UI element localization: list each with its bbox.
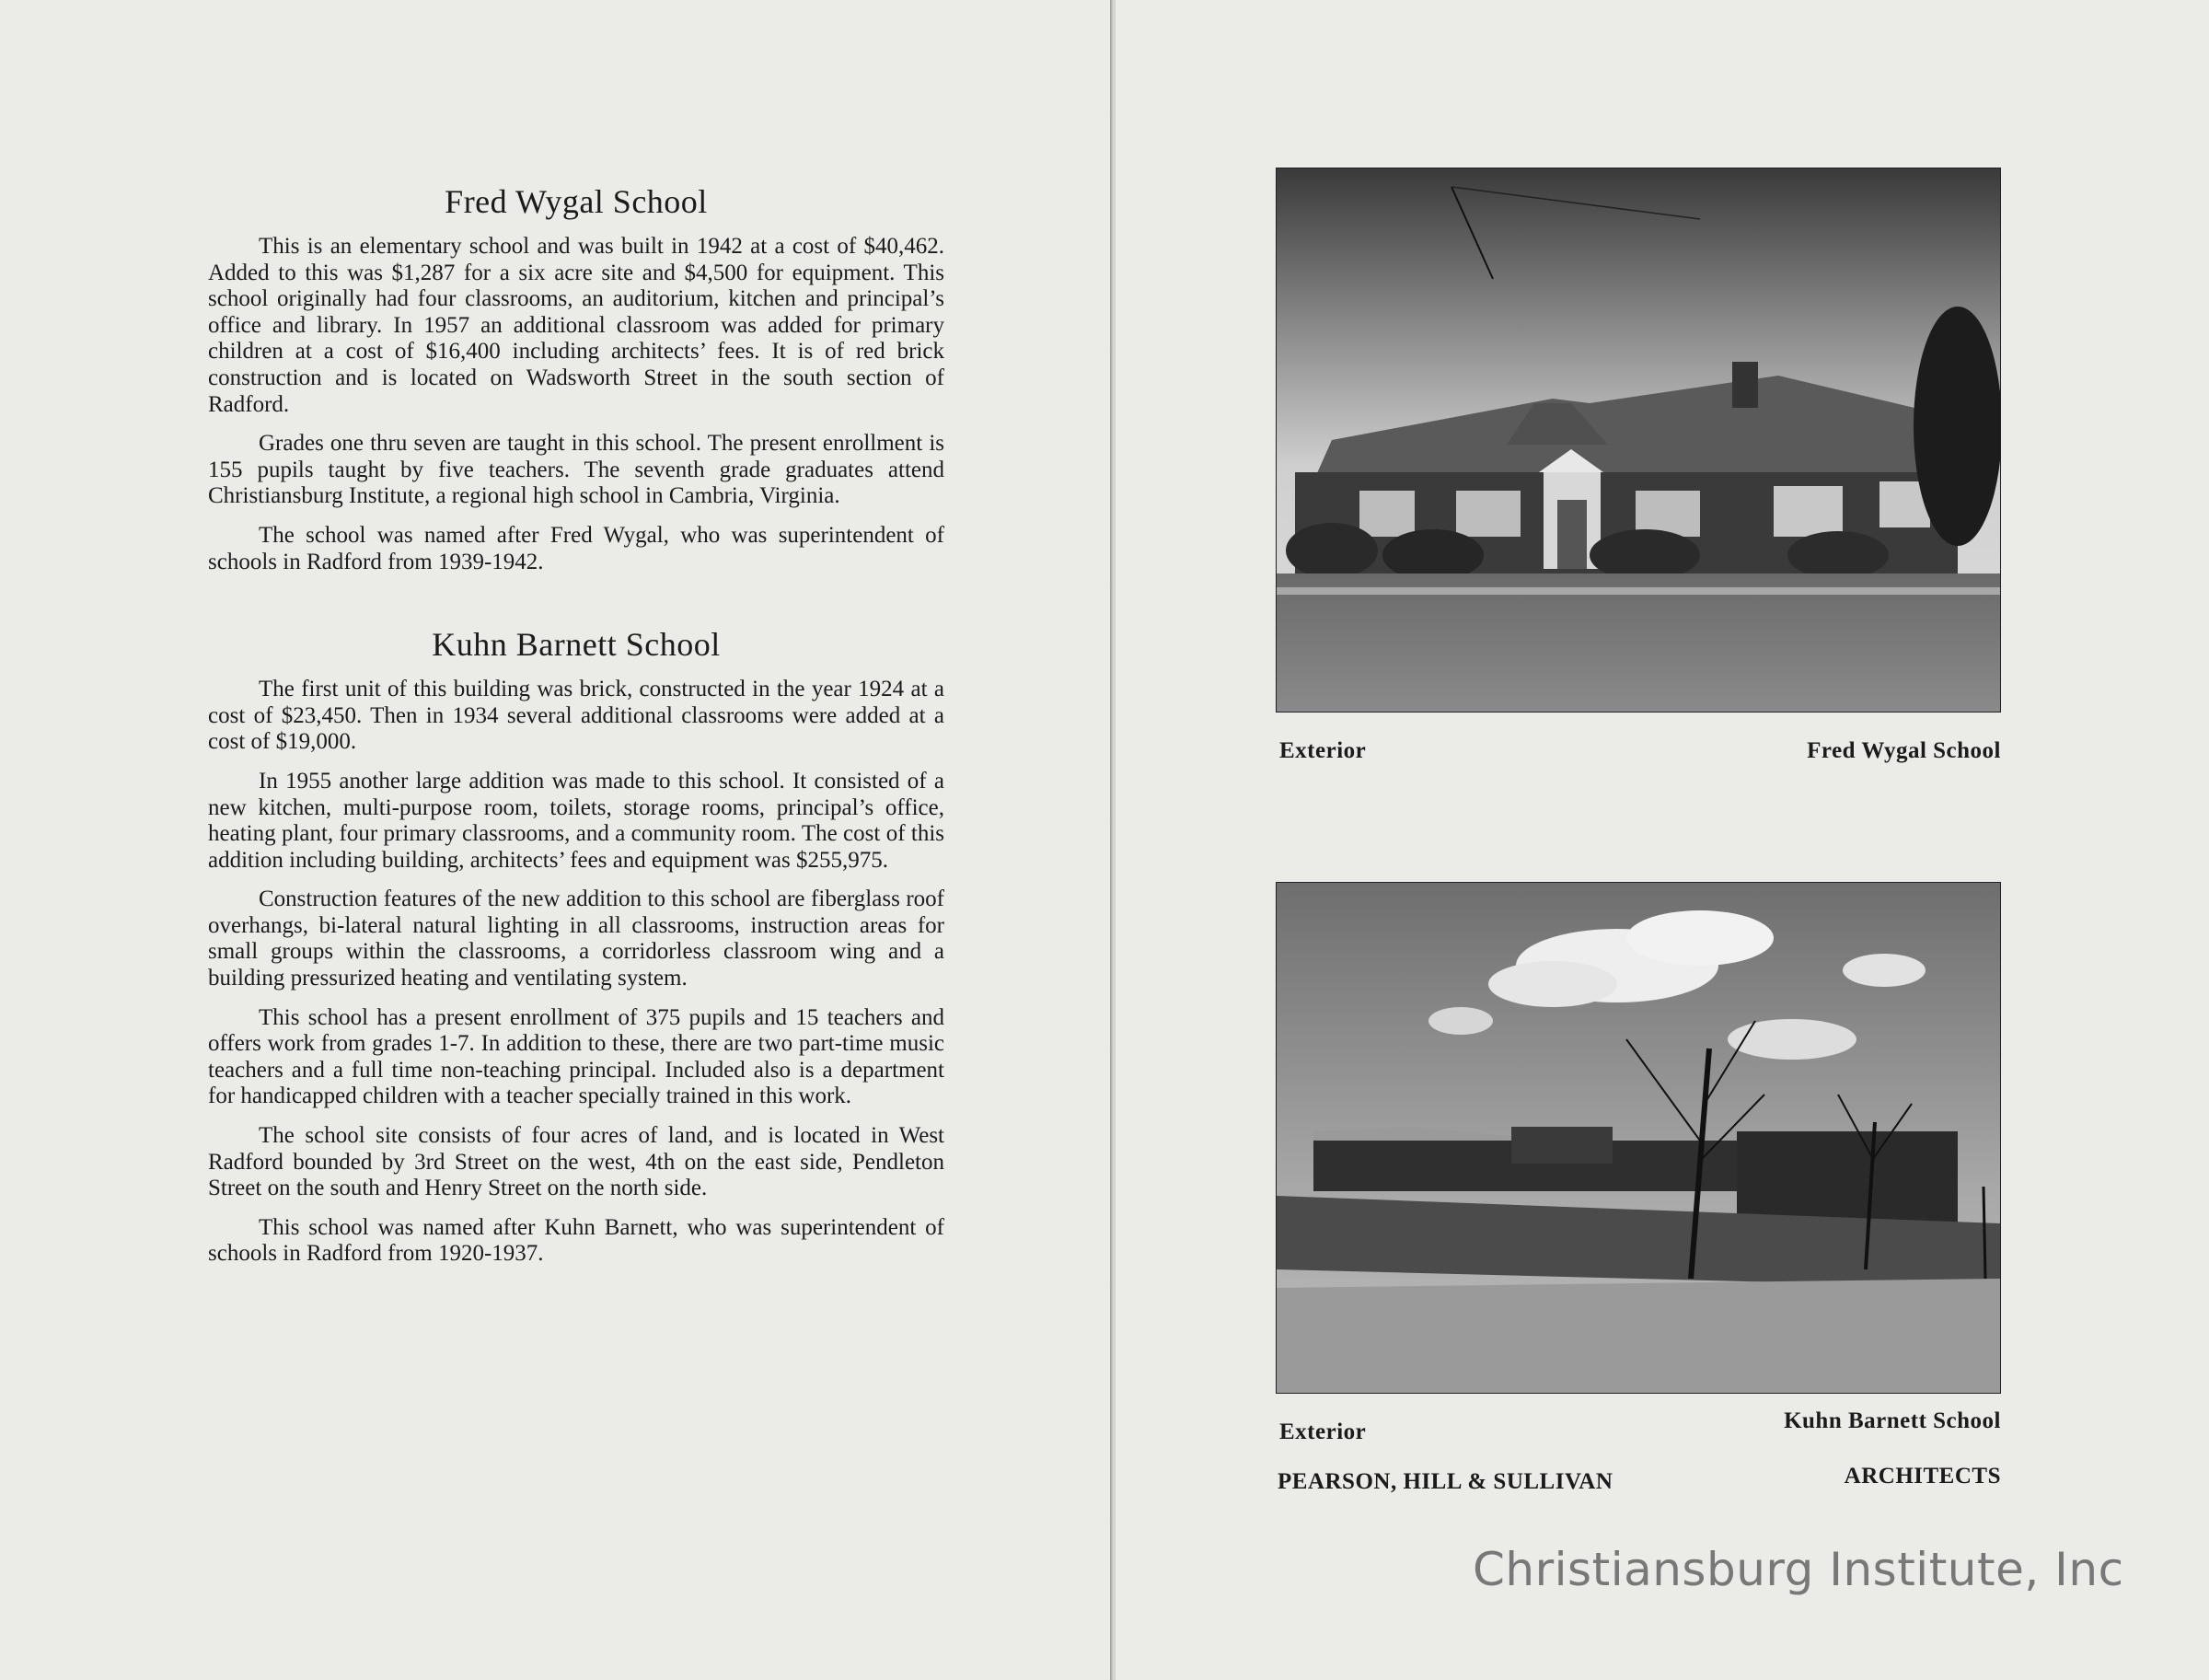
architect-credit: PEARSON, HILL & SULLIVAN [1278, 1469, 1613, 1494]
section-title-kuhn-barnett: Kuhn Barnett School [432, 626, 721, 664]
photo1-caption-right: Fred Wygal School [1807, 738, 2001, 763]
architect-label: ARCHITECTS [1844, 1464, 2001, 1489]
photo-fred-wygal-school [1276, 168, 2001, 713]
paragraph: This school has a present enrollment of 375 pupils and 15 teachers and offers work from grades 1-7. In addition to these, there are two part-time music teachers and a full time non-teaching principal. Included also is a department for handicapped children with a teacher specially trained in this work. [208, 1004, 944, 1109]
text-column [208, 182, 944, 1280]
paragraph: Grades one thru seven are taught in this school. The present enrollment is 155 pupils taught by five teachers. The seventh grade graduates attend Christiansburg Institute, a regional high school in Cambria, Virginia. [208, 431, 944, 509]
paragraph: This school was named after Kuhn Barnett, who was superintendent of schools in Radford from 1920-1937. [208, 1214, 944, 1267]
photo2-caption-left: Exterior [1279, 1419, 1367, 1444]
section-title-fred-wygal: Fred Wygal School [445, 183, 708, 220]
photo1-caption-left: Exterior [1279, 738, 1367, 763]
watermark: Christiansburg Institute, Inc [1473, 1543, 2124, 1596]
paragraph: Construction features of the new addition to this school are fiberglass roof overhangs, bi-lateral natural lighting in all classrooms, instruction areas for small groups within the classrooms, a corridorless classroom wing and a building pressurized heating and ventilating system. [208, 886, 944, 991]
paragraph: The school was named after Fred Wygal, who was superintendent of schools in Radford from 1939-1942. [208, 522, 944, 574]
paragraph: This is an elementary school and was built in 1942 at a cost of $40,462. Added to this was $1,287 for a six acre site and $4,500 for equipment. This school originally had four classrooms, an auditorium, kitchen and principal’s office and library. In 1957 an additional classroom was added for primary children at a cost of $16,400 including architects’ fees. It is of red brick construction and is located on Wadsworth Street in the south section of Radford. [208, 234, 944, 417]
photo2-caption-right: Kuhn Barnett School [1784, 1408, 2001, 1433]
photo-kuhn-barnett-school [1276, 882, 2001, 1394]
paragraph: The school site consists of four acres of land, and is located in West Radford bounded by 3rd Street on the west, 4th on the east side, Pendleton Street on the south and Henry Street on the north side. [208, 1123, 944, 1201]
paragraph: The first unit of this building was brick, constructed in the year 1924 at a cost of $23,450. Then in 1934 several additional classrooms were added at a cost of $19,000. [208, 677, 944, 755]
paragraph: In 1955 another large addition was made to this school. It consisted of a new kitchen, multi-purpose room, toilets, storage rooms, principal’s office, heating plant, four primary classrooms, and a community room. The cost of this addition including building, architects’ fees and equipment was $255,975. [208, 768, 944, 873]
